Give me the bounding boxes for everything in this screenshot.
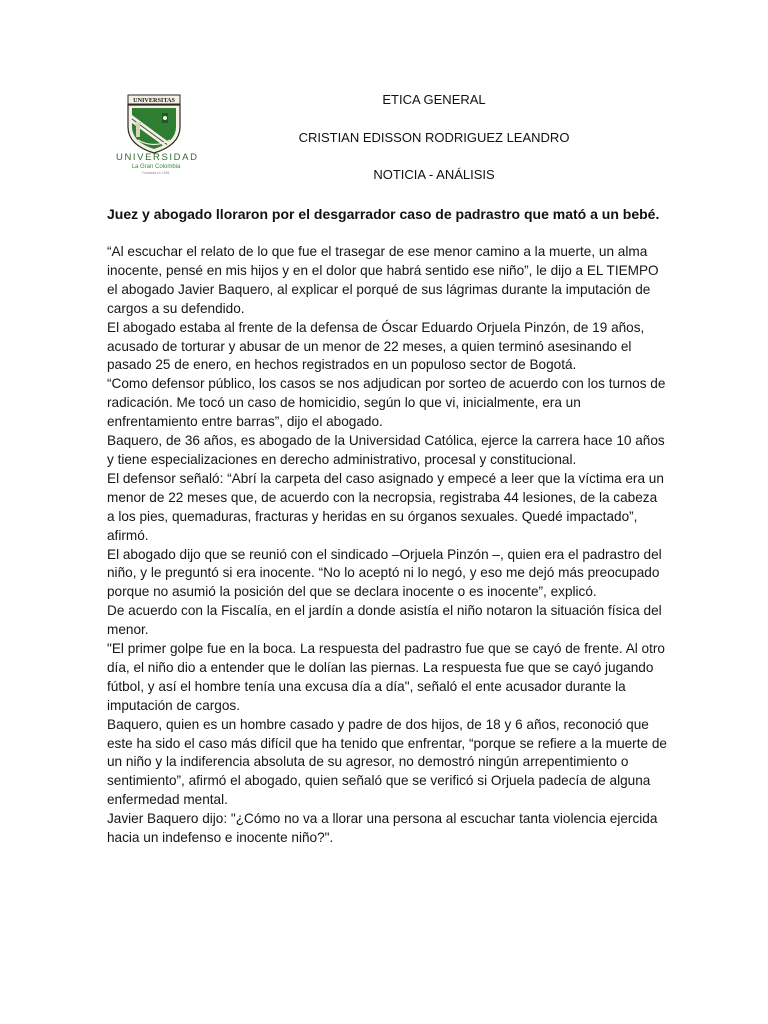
article-headline: Juez y abogado lloraron por el desgarrador caso de padrastro que mató a un bebé. bbox=[107, 206, 660, 222]
article-paragraph: “Al escuchar el relato de lo que fue el trasegar de ese menor camino a la muerte, un alma inocente, pensé en mis hijos y en el dolor que habrá sentido ese niño”, le dijo a EL TIEMPO el abogado Javier Baquero, al explicar el porqué de sus lágrimas durante la imputación de cargos a su defendido. bbox=[107, 244, 659, 316]
article-paragraph: El abogado dijo que se reunió con el sindicado –Orjuela Pinzón –, quien era el padrastro del niño, y le preguntó si era inocente. “No lo aceptó ni lo negó, y eso me dejó más preocupado porque no asumió la posición del que se declara inocente o es inocente”, explicó. bbox=[107, 546, 662, 600]
article-paragraph: De acuerdo con la Fiscalía, en el jardín a donde asistía el niño notaron la situación física del menor. bbox=[107, 603, 662, 638]
logo-subtitle: La Gran Colombia bbox=[131, 164, 181, 170]
article-paragraph: Baquero, de 36 años, es abogado de la Universidad Católica, ejerce la carrera hace 10 años y tiene especializaciones en derecho administrativo, procesal y constitucional. bbox=[107, 433, 665, 467]
course-title: ETICA GENERAL bbox=[382, 92, 486, 107]
logo-university-word: UNIVERSIDAD bbox=[116, 152, 199, 163]
article-body bbox=[107, 243, 667, 848]
article-paragraph: El defensor señaló: “Abrí la carpeta del caso asignado y empecé a leer que la víctima era un menor de 22 meses que, de acuerdo con la necropsia, registraba 44 lesiones, de la cabeza a los pies, quemaduras, fracturas y heridas en su órganos sexuales. Quedé impactado”, afirmó. bbox=[107, 470, 664, 543]
article-paragraph: Baquero, quien es un hombre casado y padre de dos hijos, de 18 y 6 años, reconoció que este ha sido el caso más difícil que ha tenido que enfrentar, “porque se refiere a la muerte de un niño y la indiferencia absoluta de su agresor, no demostró ningún arrepentimiento o sentimiento”, afirmó el abogado, quien señaló que se verificó si Orjuela padecía de alguna enfermedad mental. bbox=[107, 716, 667, 808]
article-paragraph: El abogado estaba al frente de la defensa de Óscar Eduardo Orjuela Pinzón, de 19 años, acusado de torturar y abusar de un menor de 22 meses, a quien terminó asesinando el pasado 25 de enero, en hechos registrados en un populoso sector de Bogotá. bbox=[107, 319, 645, 373]
document-type: NOTICIA - ANÁLISIS bbox=[373, 167, 495, 182]
article-paragraph: Javier Baquero dijo: "¿Cómo no va a llorar una persona al escuchar tanta violencia ejercida hacia un indefenso e inocente niño?". bbox=[107, 811, 658, 846]
article-paragraph: "El primer golpe fue en la boca. La respuesta del padrastro fue que se cayó de frente. Al otro día, el niño dio a entender que le dolían las piernas. La respuesta fue que se cayó jugando fútbol, y así el hombre tenía una excusa día a día", señaló el ente acusador durante la imputación de cargos. bbox=[107, 641, 665, 713]
article-paragraph: “Como defensor público, los casos se nos adjudican por sorteo de acuerdo con los turnos de radicación. Me tocó un caso de homicidio, según lo que vi, inicialmente, era un enfrentamiento entre barras”, dijo el abogado. bbox=[107, 376, 666, 430]
author-name: CRISTIAN EDISSON RODRIGUEZ LEANDRO bbox=[298, 130, 570, 145]
logo-banner-text: UNIVERSITAS bbox=[133, 97, 175, 104]
logo-founded-text: Fundada en 1951 bbox=[142, 171, 170, 175]
